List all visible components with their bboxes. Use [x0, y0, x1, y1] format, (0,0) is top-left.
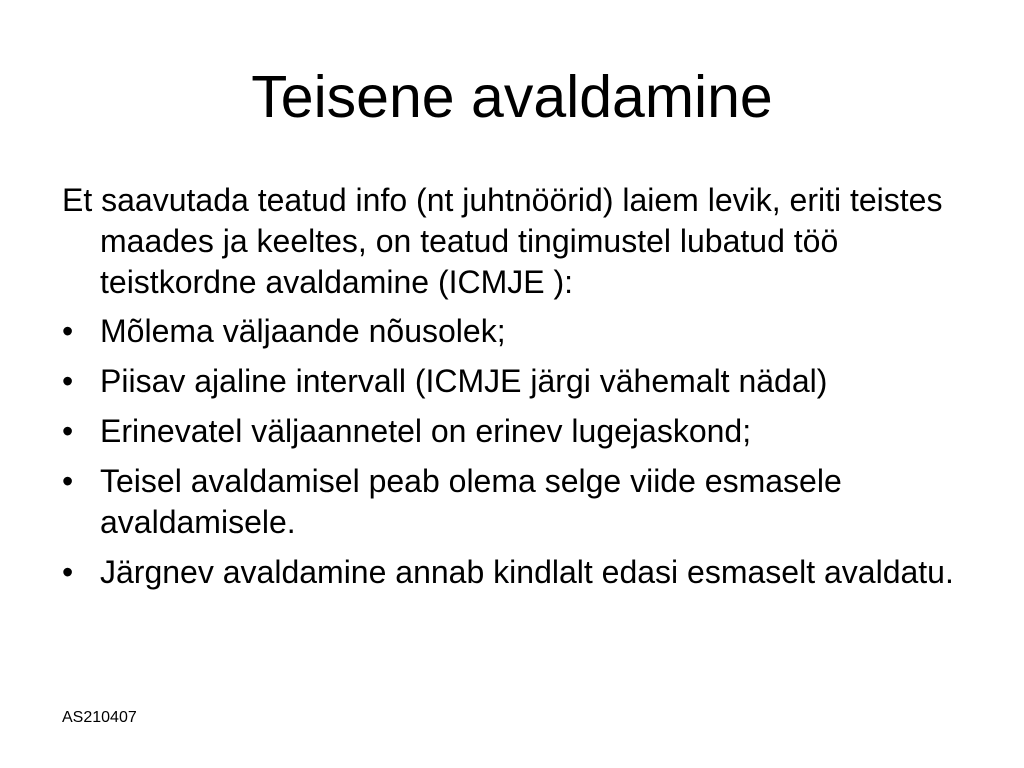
bullet-text: Teisel avaldamisel peab olema selge viide esmasele avaldamisele.	[100, 463, 842, 540]
bullet-text: Mõlema väljaande nõusolek;	[100, 313, 506, 349]
bullet-dot-icon: •	[62, 463, 74, 499]
bullet-dot-icon: •	[62, 363, 74, 399]
bullet-dot-icon: •	[62, 554, 74, 590]
intro-paragraph: Et saavutada teatud info (nt juhtnöörid) laiem levik, eriti teistes maades ja keeltes, on teatud tingimustel lubatud töö teistkordne avaldamine (ICMJE ):	[62, 182, 943, 300]
bullet-text: Järgnev avaldamine annab kindlalt edasi esmaselt avaldatu.	[100, 554, 954, 590]
slide-body	[62, 180, 982, 602]
slide-title: Teisene avaldamine	[251, 64, 773, 130]
bullet-item	[62, 411, 982, 452]
slide-footer: AS210407	[62, 709, 137, 726]
bullet-item	[62, 461, 982, 543]
bullet-list	[62, 311, 982, 593]
bullet-dot-icon: •	[62, 313, 74, 349]
bullet-item	[62, 311, 982, 352]
bullet-item	[62, 552, 982, 593]
bullet-item	[62, 361, 982, 402]
bullet-dot-icon: •	[62, 413, 74, 449]
bullet-text: Erinevatel väljaannetel on erinev lugejaskond;	[100, 413, 752, 449]
bullet-text: Piisav ajaline intervall (ICMJE järgi vähemalt nädal)	[100, 363, 828, 399]
